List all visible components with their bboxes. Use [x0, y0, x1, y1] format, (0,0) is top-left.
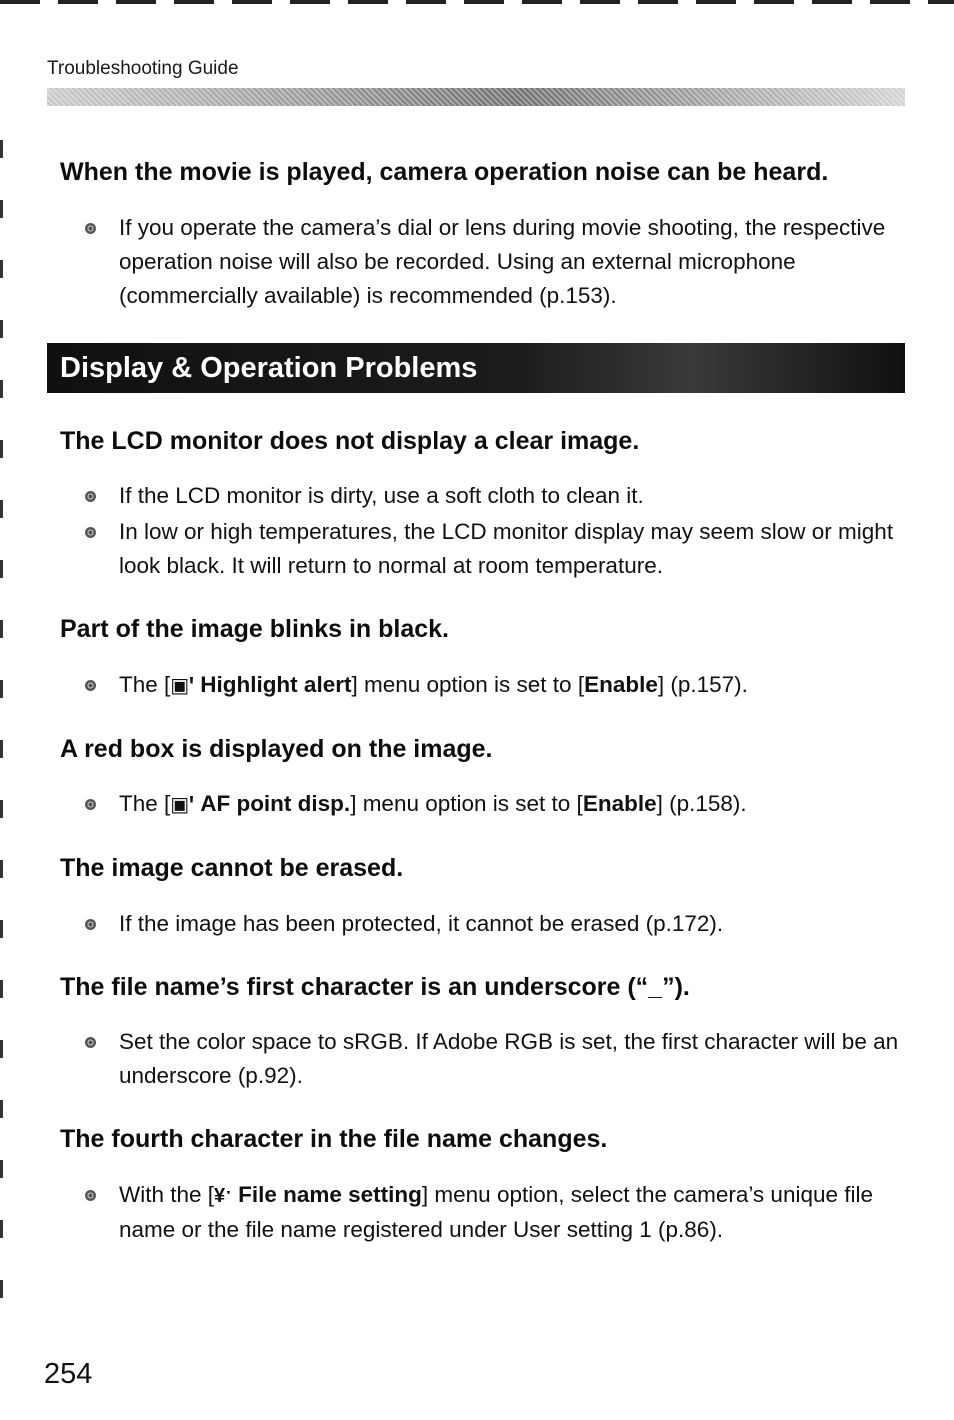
topic-blinks-black	[60, 613, 910, 703]
topic-movie-noise	[60, 156, 910, 313]
menu-option-value: Enable	[582, 791, 657, 816]
list-item	[85, 515, 910, 583]
setup-menu-icon: ¥ˑ	[214, 1184, 232, 1207]
menu-option-name: AF point disp.	[200, 791, 351, 816]
bullet-list	[60, 907, 910, 941]
bullet-icon	[85, 491, 96, 502]
bullet-text: If the LCD monitor is dirty, use a soft cloth to clean it.	[119, 483, 644, 508]
section-banner: Display & Operation Problems	[47, 343, 905, 393]
bullet-icon	[85, 223, 96, 234]
topic-heading: The LCD monitor does not display a clear image.	[60, 426, 640, 455]
bullet-icon	[85, 799, 96, 810]
topic-heading: Part of the image blinks in black.	[60, 615, 449, 643]
bullet-list	[60, 787, 910, 822]
bullet-list	[60, 479, 910, 583]
bullet-icon	[85, 919, 96, 930]
topic-heading: The fourth character in the file name changes.	[60, 1125, 608, 1153]
bullet-list	[60, 1178, 910, 1247]
topic-heading: When the movie is played, camera operation noise can be heard.	[60, 158, 829, 186]
running-header: Troubleshooting Guide	[47, 58, 239, 79]
page-content	[60, 156, 910, 1277]
topic-red-box	[60, 733, 910, 823]
bullet-icon	[85, 680, 96, 691]
topic-heading: A red box is displayed on the image.	[60, 734, 493, 763]
bullet-text: If you operate the camera’s dial or lens during movie shooting, the respective operation noise will also be recorded. Using an external microphone (commercially available) is recommended (p.153).	[119, 214, 886, 308]
menu-option-name: Highlight alert	[200, 671, 352, 697]
list-item	[85, 479, 910, 513]
bullet-list	[60, 1025, 910, 1093]
bullet-icon	[85, 1037, 96, 1048]
playback-menu-icon: ▣ꞌ	[170, 674, 194, 697]
topic-cannot-erase	[60, 852, 910, 941]
topic-heading: The image cannot be erased.	[60, 854, 404, 882]
list-item: With the [¥ˑ File name setting] menu option, select the camera’s unique file name or the file name registered under User setting 1 (p.86).	[85, 1178, 910, 1247]
bullet-icon	[85, 527, 96, 538]
scan-edge-left	[0, 140, 3, 1320]
bullet-text: Set the color space to sRGB. If Adobe RGB is set, the first character will be an underscore (p.92).	[119, 1029, 899, 1088]
scan-edge-top	[0, 0, 954, 4]
playback-menu-icon: ▣ꞌ	[170, 794, 194, 816]
bullet-text: If the image has been protected, it cannot be erased (p.172).	[119, 910, 724, 936]
list-item	[85, 1025, 910, 1093]
header-bar	[47, 88, 905, 106]
topic-fourth-character	[60, 1123, 910, 1247]
menu-option-name: File name setting	[238, 1181, 422, 1207]
list-item: The [▣ꞌ Highlight alert] menu option is set to [Enable] (p.157).	[85, 668, 910, 703]
menu-option-value: Enable	[584, 671, 658, 697]
bullet-list	[60, 211, 910, 313]
topic-underscore	[60, 971, 910, 1094]
list-item: The [▣ꞌ AF point disp.] menu option is set to [Enable] (p.158).	[85, 787, 910, 822]
list-item	[85, 211, 910, 313]
bullet-text: In low or high temperatures, the LCD monitor display may seem slow or might look black. It will return to normal at room temperature.	[119, 519, 894, 578]
page-number: 254	[44, 1358, 93, 1390]
list-item	[85, 907, 910, 941]
bullet-list	[60, 668, 910, 703]
topic-lcd-clear	[60, 425, 910, 584]
topic-heading: The file name’s first character is an underscore (“_”).	[60, 972, 690, 1001]
bullet-icon	[85, 1190, 96, 1201]
